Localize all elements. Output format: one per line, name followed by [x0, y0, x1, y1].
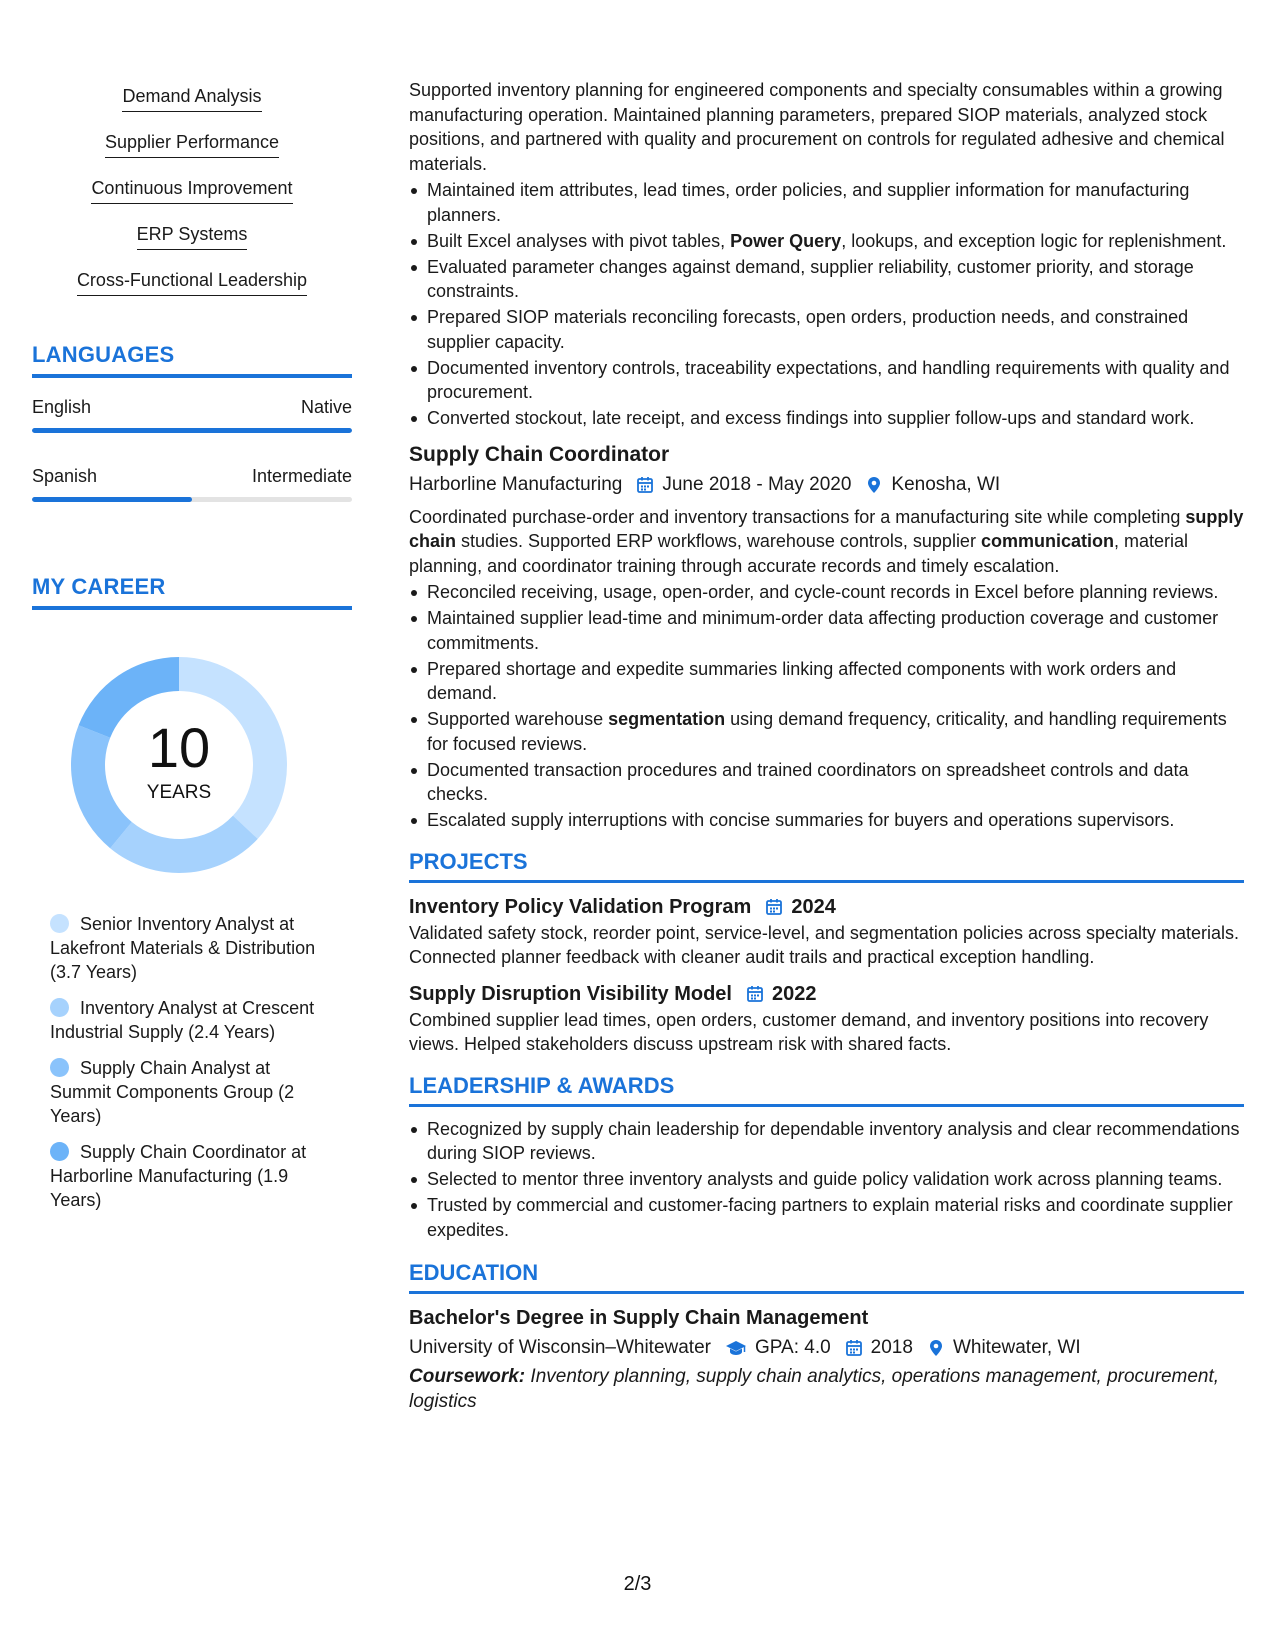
- skill-item: ERP Systems: [137, 222, 248, 250]
- gpa: GPA: 4.0: [754, 1337, 831, 1358]
- bullet-item: Supported warehouse segmentation using demand frequency, criticality, and handling requirements for focused reviews.: [409, 707, 1244, 756]
- graduation-cap-icon: [725, 1339, 747, 1357]
- language-bar-fill: [32, 428, 352, 433]
- career-legend-item: [50, 1140, 322, 1212]
- languages-heading: LANGUAGES: [32, 342, 352, 378]
- language-english: [32, 396, 352, 433]
- bullet-item: Reconciled receiving, usage, open-order, and cycle-count records in Excel before planning reviews.: [409, 580, 1244, 605]
- career-total-number: 10: [147, 716, 211, 779]
- career-legend-item: [50, 1056, 322, 1128]
- bullet-item: Escalated supply interruptions with concise summaries for buyers and operations supervisors.: [409, 808, 1244, 833]
- bullet-item: Documented transaction procedures and trained coordinators on spreadsheet controls and data checks.: [409, 758, 1244, 807]
- school-name: University of Wisconsin–Whitewater: [409, 1337, 711, 1358]
- company-name: Harborline Manufacturing: [409, 473, 623, 495]
- project-title-row: [409, 893, 1244, 921]
- project-title-row: [409, 980, 1244, 1008]
- bullet-item: Trusted by commercial and customer-facing partners to explain material risks and coordinate supplier expedites.: [409, 1193, 1244, 1242]
- job-summary: Supported inventory planning for engineered components and specialty consumables within a growing manufacturing operation. Maintained planning parameters, prepared SIOP materials, analyzed stock positions, and partnered with quality and procurement on controls for regulated adhesive and chemical materials.: [409, 80, 1225, 174]
- skills-list: [32, 84, 352, 314]
- calendar-icon: [765, 898, 783, 916]
- project-title: Supply Disruption Visibility Model: [409, 982, 732, 1005]
- legend-text: Supply Chain Analyst at Summit Components Group (2 Years): [50, 1058, 295, 1126]
- bullet-item: Maintained supplier lead-time and minimum-order data affecting production coverage and customer commitments.: [409, 606, 1244, 655]
- job-location: Kenosha, WI: [891, 473, 1001, 495]
- legend-text: Senior Inventory Analyst at Lakefront Materials & Distribution (3.7 Years): [50, 914, 316, 982]
- location-pin-icon: [865, 476, 883, 494]
- legend-dot: [50, 1058, 69, 1077]
- location-pin-icon: [927, 1339, 945, 1357]
- language-bar: [32, 428, 352, 433]
- bullet-item: Maintained item attributes, lead times, order policies, and supplier information for manufacturing planners.: [409, 178, 1244, 227]
- bullet-item: Selected to mentor three inventory analysts and guide policy validation work across planning teams.: [409, 1167, 1244, 1192]
- legend-dot: [50, 1142, 69, 1161]
- career-heading: MY CAREER: [32, 574, 352, 610]
- project-description: Combined supplier lead times, open orders, customer demand, and inventory positions into recovery views. Helped stakeholders discuss upstream risk with shared facts.: [409, 1009, 1209, 1054]
- language-bar: [32, 497, 352, 502]
- bullet-item: Evaluated parameter changes against demand, supplier reliability, customer priority, and storage constraints.: [409, 255, 1244, 304]
- project-description: Validated safety stock, reorder point, service-level, and segmentation policies across specialty materials. Connected planner feedback with cleaner audit trails and practical exception handling.: [409, 922, 1240, 967]
- leadership-heading: LEADERSHIP & AWARDS: [409, 1071, 1244, 1107]
- education-meta: [409, 1334, 1244, 1362]
- career-donut-chart: [66, 652, 292, 878]
- legend-dot: [50, 998, 69, 1017]
- education-heading: EDUCATION: [409, 1258, 1244, 1294]
- leadership-bullets: [409, 1117, 1244, 1243]
- skill-item: Demand Analysis: [122, 84, 261, 112]
- language-bar-fill: [32, 497, 192, 502]
- legend-text: Inventory Analyst at Crescent Industrial Supply (2.4 Years): [50, 998, 315, 1042]
- job-bullets: [409, 580, 1244, 833]
- school-location: Whitewater, WI: [952, 1337, 1081, 1358]
- career-legend-item: [50, 996, 322, 1044]
- calendar-icon: [636, 476, 654, 494]
- job-summary: Coordinated purchase-order and inventory transactions for a manufacturing site while completing supply chain studies. Supported ERP workflows, warehouse controls, supplier communication, material planning, and coordinator training through accurate records and timely escalation.: [409, 506, 1244, 576]
- career-legend-item: [50, 912, 322, 984]
- bullet-item: Converted stockout, late receipt, and excess findings into supplier follow-ups and standard work.: [409, 406, 1244, 431]
- job-meta: [409, 471, 1244, 499]
- language-spanish: [32, 465, 352, 502]
- language-name: English: [32, 397, 92, 417]
- projects-heading: PROJECTS: [409, 847, 1244, 883]
- project-title: Inventory Policy Validation Program: [409, 895, 752, 918]
- calendar-icon: [746, 985, 764, 1003]
- coursework: Coursework: Inventory planning, supply chain analytics, operations management, procurement, logistics: [409, 1366, 1220, 1412]
- job-dates: June 2018 - May 2020: [662, 473, 852, 495]
- project-year: 2022: [772, 982, 817, 1005]
- project-year: 2024: [791, 895, 836, 918]
- page-number: 2/3: [623, 1573, 652, 1595]
- career-total-unit: YEARS: [146, 782, 212, 803]
- job-bullets: [409, 178, 1244, 431]
- bullet-item: Built Excel analyses with pivot tables, Power Query, lookups, and exception logic for replenishment.: [409, 229, 1244, 254]
- legend-dot: [50, 914, 69, 933]
- legend-text: Supply Chain Coordinator at Harborline Manufacturing (1.9 Years): [50, 1142, 307, 1210]
- graduation-year: 2018: [870, 1337, 913, 1358]
- donut-segment-1: [110, 816, 258, 873]
- main-content: [409, 78, 1244, 1414]
- skill-item: Supplier Performance: [105, 130, 279, 158]
- bullet-item: Prepared shortage and expedite summaries linking affected components with work orders and demand.: [409, 657, 1244, 706]
- bullet-item: Prepared SIOP materials reconciling forecasts, open orders, production needs, and constrained supplier capacity.: [409, 305, 1244, 354]
- bullet-item: Recognized by supply chain leadership for dependable inventory analysis and clear recommendations during SIOP reviews.: [409, 1117, 1244, 1166]
- calendar-icon: [845, 1339, 863, 1357]
- language-level: Native: [300, 397, 352, 417]
- skill-item: Continuous Improvement: [91, 176, 292, 204]
- bullet-item: Documented inventory controls, traceability expectations, and handling requirements with quality and procurement.: [409, 356, 1244, 405]
- career-legend: [32, 912, 322, 1212]
- language-name: Spanish: [32, 466, 98, 486]
- skill-item: Cross-Functional Leadership: [77, 268, 307, 296]
- sidebar: [32, 84, 352, 1224]
- language-level: Intermediate: [251, 466, 352, 486]
- degree-title: Bachelor's Degree in Supply Chain Management: [409, 1307, 869, 1329]
- job-title: Supply Chain Coordinator: [409, 442, 670, 466]
